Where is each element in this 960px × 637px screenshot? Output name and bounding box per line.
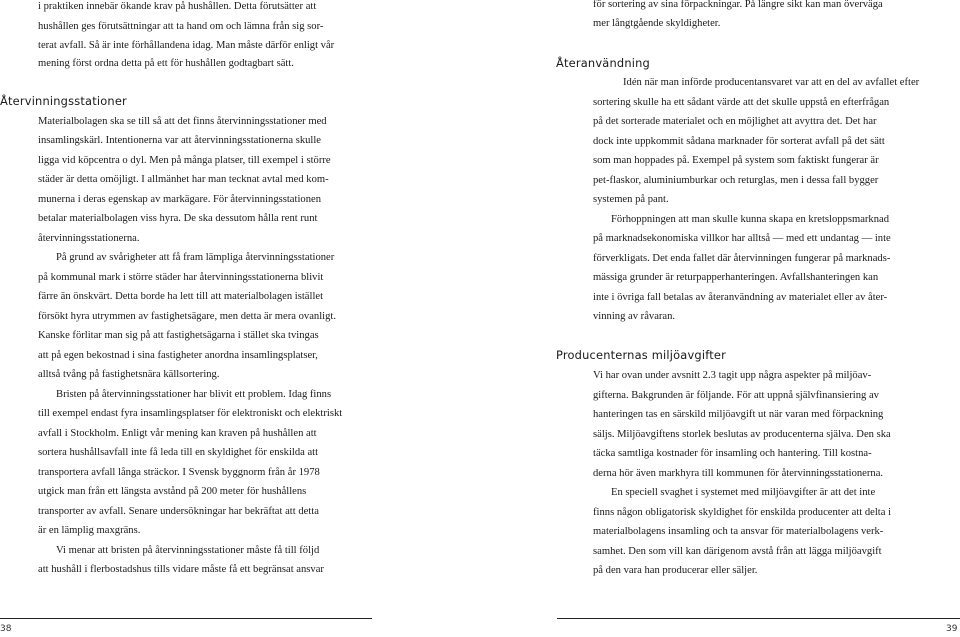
- text-line: gifterna. Bakgrunden är följande. För att uppnå självfinansiering av: [593, 390, 879, 401]
- text-line: pet-flaskor, aluminiumburkar och returglas, men i dessa fall bygger: [593, 175, 879, 186]
- text-line: säljs. Miljöavgiftens storlek beslutas av producenterna själva. Den ska: [593, 429, 891, 440]
- text-line: betalar materialbolagen viss hyra. De ska dessutom hålla rent runt: [38, 213, 318, 224]
- section-heading: Återanvändning: [556, 56, 650, 70]
- text-line: insamlingskärl. Intentionerna var att återvinningsstationerna skulle: [38, 135, 322, 146]
- text-line: En speciell svaghet i systemet med miljöavgifter är att det inte: [611, 487, 876, 498]
- text-line: på marknadsekonomiska villkor har alltså — med ett undantag — inte: [593, 233, 891, 244]
- text-line: munerna i deras egenskap av markägare. För återvinningsstationen: [38, 194, 321, 205]
- text-line: är en lämplig maxgräns.: [38, 525, 141, 536]
- text-line: systemen på pant.: [593, 194, 669, 205]
- section-heading: Producenternas miljöavgifter: [556, 348, 726, 362]
- text-line: mening först ordna detta på ett för hushållen godtagbart sätt.: [38, 58, 294, 69]
- text-line: på kommunal mark i större städer har återvinningsstationerna blivit: [38, 272, 324, 283]
- text-line: Kanske förlitar man sig på att fastighetsägarna i stället ska tvingas: [38, 330, 319, 341]
- text-line: Materialbolagen ska se till så att det finns återvinningsstationer med: [38, 116, 327, 127]
- text-line: avfall i Stockholm. Enligt vår mening kan kraven på hushållen att: [38, 428, 317, 439]
- text-line: På grund av svårigheter att få fram lämpliga återvinningsstationer: [56, 252, 335, 263]
- text-line: inte i övriga fall betalas av återanvändning av materialet eller av åter-: [593, 292, 888, 303]
- text-line: ligga vid köpcentra o dyl. Men på många platser, till exempel i större: [38, 155, 331, 166]
- text-line: på den vara han producerar eller säljer.: [593, 565, 758, 576]
- text-line: i praktiken innebär ökande krav på hushållen. Detta förutsätter att: [38, 1, 317, 12]
- text-line: hushållen ges förutsättningar att ta hand om och lämna från sig sor-: [38, 21, 324, 32]
- text-line: alltså tvång på fastighetsnära källsortering.: [38, 369, 220, 380]
- text-line: vinning av råvaran.: [593, 311, 676, 322]
- page-bottom-rule: [557, 618, 960, 619]
- text-line: Bristen på återvinningsstationer har blivit ett problem. Idag finns: [56, 389, 332, 400]
- text-line: städer är detta omöjligt. I allmänhet har man tecknat avtal med kom-: [38, 174, 329, 185]
- text-line: dock inte uppkommit sådana marknader för sorterat avfall på det sätt: [593, 136, 885, 147]
- text-line: derna hör även markhyra till kommunen för återvinningsstationerna.: [593, 468, 884, 479]
- text-line: som man hoppades på. Exempel på system som faktiskt fungerar är: [593, 155, 879, 166]
- text-line: transporter av avfall. Senare undersökningar har bekräftat att detta: [38, 506, 319, 517]
- page-bottom-rule: [0, 618, 372, 619]
- text-line: att hushåll i flerbostadshus tills vidare måste få ett begränsat ansvar: [38, 564, 324, 575]
- text-line: färre än önskvärt. Detta borde ha lett till att materialbolagen istället: [38, 291, 324, 302]
- text-line: transportera avfall långa sträckor. I Svensk byggnorm från år 1978: [38, 467, 320, 478]
- text-line: samhet. Den som vill kan därigenom avstå från att lägga miljöavgift: [593, 546, 882, 557]
- text-line: Förhoppningen att man skulle kunna skapa en kretsloppsmarknad: [611, 214, 890, 225]
- text-line: sortering skulle ha ett sådant värde att det skulle uppstå en efterfrågan: [593, 97, 890, 108]
- text-line: på det sorterade materialet och en möjlighet att avyttra det. Det har: [593, 116, 877, 127]
- text-line: försökt hyra utrymmen av fastighetsägare, men detta är mera ovanligt.: [38, 311, 336, 322]
- text-line: materialbolagens insamling och ta ansvar för materialbolagens verk-: [593, 526, 884, 537]
- text-line: utgick man från ett längsta avstånd på 200 meter för hushållens: [38, 486, 307, 497]
- text-line: finns någon obligatorisk skyldighet för enskilda producenter att delta i: [593, 507, 892, 518]
- text-line: mer långtgående skyldigheter.: [593, 18, 721, 29]
- section-heading: Återvinningsstationer: [0, 94, 127, 108]
- text-line: mässiga grunder är returpapperhanteringen. Avfallshanteringen kan: [593, 272, 879, 283]
- text-line: förverkligats. Det enda fallet där återvinningen fungerar på marknads-: [593, 253, 891, 264]
- page-number-left: 38: [0, 624, 12, 634]
- text-line: Vi menar att bristen på återvinningsstationer måste få till följd: [56, 545, 320, 556]
- text-line: att på egen bekostnad i sina fastigheter anordna insamlingsplatser,: [38, 350, 318, 361]
- text-line: återvinningsstationerna.: [38, 233, 140, 244]
- text-line: täcka samtliga kostnader för insamling och hantering. Till kostna-: [593, 448, 872, 459]
- text-line: Idén när man införde producentansvaret var att en del av avfallet efter: [623, 77, 920, 88]
- text-line: sortera hushållsavfall inte få leda till en skyldighet för enskilda att: [38, 447, 319, 458]
- text-line: Vi har ovan under avsnitt 2.3 tagit upp några aspekter på miljöav-: [593, 370, 872, 381]
- text-line: för sortering av sina förpackningar. På längre sikt kan man överväga: [593, 0, 883, 10]
- text-line: terat avfall. Så är inte förhållandena idag. Man måste därför enligt vår: [38, 40, 335, 51]
- text-line: hanteringen tas en särskild miljöavgift ut när varan med förpackning: [593, 409, 884, 420]
- text-line: till exempel endast fyra insamlingsplatser för elektroniskt och elektriskt: [38, 408, 343, 419]
- page-number-right: 39: [946, 624, 958, 634]
